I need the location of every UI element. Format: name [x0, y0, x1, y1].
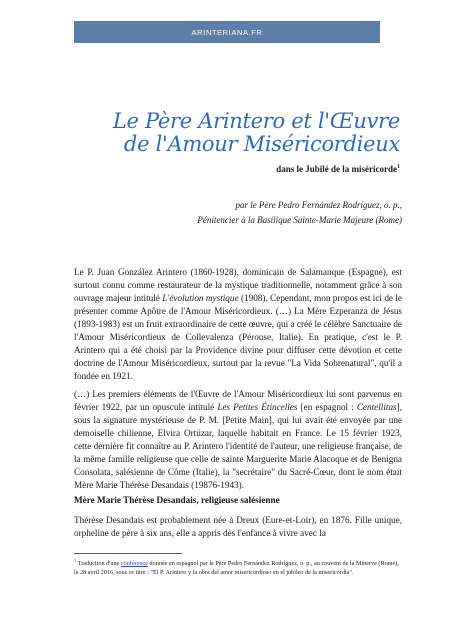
- paragraph-2-text-c: ], sous la signature mystérieuse de P. M. [Petite Main], qui lui avait été envoyée par une demoiselle chilienne, Elvira Ortúzar, laquelle habitait en France. Le 15 février 1923, cette dernière fit connaître au P. Arintero l'identité de l'auteur, une religieuse française, de la même famille religieuse que celle de sainte Marguerite Marie Alacoque et de Benigna Consolata, salésienne de Côme (Italie), la "secrétaire" du Sacré-Cœur, dont le nom était Mère Marie Thérèse Desandais (19876-1943).: [74, 402, 402, 490]
- spanish-title: Centellitas: [356, 402, 397, 412]
- paragraph-3: Thérèse Desandais est probablement née à Dreux (Eure-et-Loir), en 1876. Fille unique, orpheline de père à six ans, elle a appris dès l'enfance à vivre avec la: [74, 515, 402, 538]
- book-title: L'évolution mystique: [162, 293, 239, 303]
- footnote-mark: 1: [74, 558, 77, 563]
- paragraph-2-text-a: (…) Les premiers éléments de l'Œuvre de l'Amour Miséricordieux lui sont parvenus en février 1922, par un opuscule intitulé: [74, 389, 402, 412]
- author-block: [100, 198, 402, 228]
- subtitle-text: dans le Jubilé de la miséricorde: [276, 164, 397, 174]
- title-line-1: Le Père Arintero et l'Œuvre: [112, 109, 400, 133]
- title-line-2: de l'Amour Miséricordieux: [123, 132, 400, 156]
- paragraph-2-text-b: [en espagnol :: [297, 402, 357, 412]
- author-line-1: par le Père Pedro Fernández Rodríguez, o. p.,: [235, 200, 402, 210]
- footnote: [74, 557, 404, 577]
- article-title: [90, 110, 400, 156]
- footnote-divider: [74, 553, 182, 554]
- site-name[interactable]: ARINTERIANA.FR: [191, 27, 263, 37]
- paragraph-2: [74, 388, 402, 492]
- opuscule-title: Les Petites Étincelles: [217, 402, 298, 412]
- author-line-2: Pénitencier à la Basilique Sainte-Marie Majeure (Rome): [197, 215, 402, 225]
- section-heading: Mère Marie Thérèse Desandais, religieuse salésienne: [74, 495, 280, 505]
- footnote-text-b: donnée en espagnol par le Père Pedro Fernández Rodríguez, o. p., au couvent de la Minerve (Rome), le 28 avril 2016, sous ce titre : "El P. Arintero y la obra del amor misericordioso en el jubileo de la misericordia".: [74, 560, 399, 576]
- paragraph-1-text-a: Le P. Juan González Arintero (1860-1928), dominicain de Salamanque (Espagne), est surtout connu comme restaurateur de la mystique traditionnelle, notamment grâce à son ouvrage majeur intitulé: [74, 267, 402, 303]
- paragraph-1: [74, 266, 402, 383]
- article-subtitle: [150, 164, 400, 174]
- conference-link[interactable]: conférence: [120, 560, 148, 568]
- paragraph-1-text-b: (1908). Cependant, mon propos est ici de le présenter comme Apôtre de l'Amour Miséricordieux. (…) La Mère Ezperanza de Jésus (1893-1983) est un fruit extraordinaire de cette œuvre, qui a créé le célèbre Sanctuaire de l'Amour Miséricordieux de Collevalenza (Pérouse, Italie). En pratique, c'est le P. Arintero qui a été choisi par la Providence divine pour diffuser cette dévotion et cette doctrine de l'Amour Miséricordieux, surtout par la revue "La Vida Sobrenatural", qu'il a fondée en 1921.: [74, 293, 403, 381]
- footnote-reference[interactable]: 1: [397, 164, 400, 170]
- site-header-bar[interactable]: [74, 21, 380, 43]
- footnote-text-a: Traduction d'une: [76, 560, 121, 568]
